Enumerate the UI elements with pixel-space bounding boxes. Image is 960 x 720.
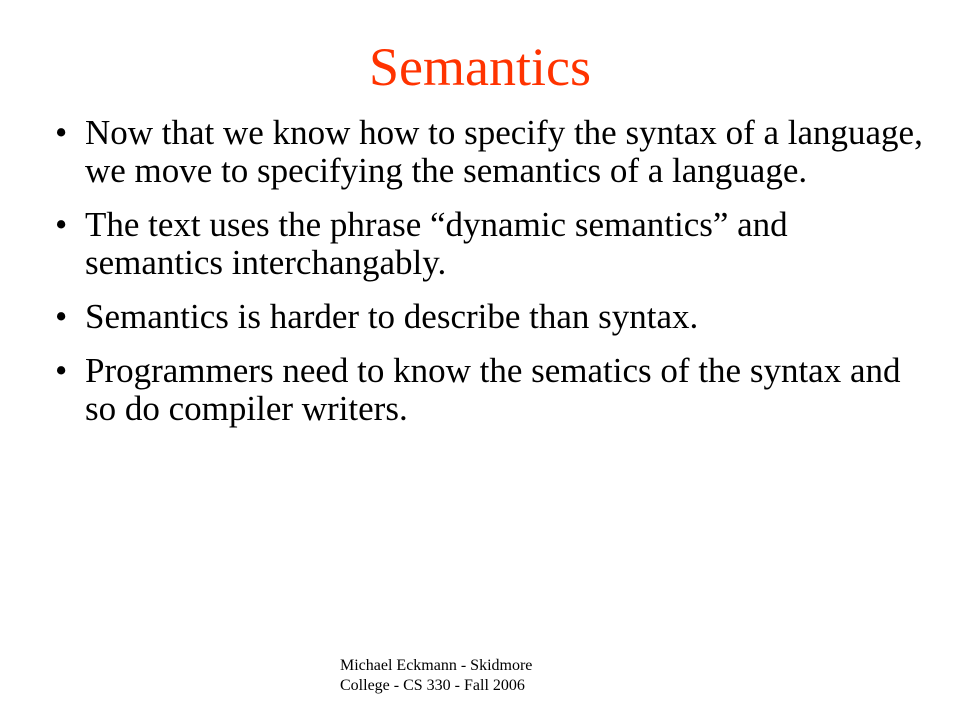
bullet-text: Programmers need to know the sematics of the syntax and so do compiler writers. bbox=[85, 351, 901, 428]
bullet-text: Semantics is harder to describe than syntax. bbox=[85, 297, 699, 336]
bullet-list bbox=[55, 114, 925, 444]
bullet-dot-icon: • bbox=[55, 297, 68, 336]
bullet-text: Now that we know how to specify the syntax of a language, we move to specifying the semantics of a language. bbox=[85, 113, 923, 190]
slide-footer: Michael Eckmann - Skidmore College - CS 330 - Fall 2006 bbox=[340, 657, 533, 694]
bullet-item bbox=[55, 352, 925, 428]
bullet-text: The text uses the phrase “dynamic semantics” and semantics interchangably. bbox=[85, 205, 788, 282]
slide-title: Semantics bbox=[369, 37, 591, 97]
bullet-dot-icon: • bbox=[55, 113, 68, 152]
bullet-item bbox=[55, 298, 925, 336]
bullet-dot-icon: • bbox=[55, 351, 68, 390]
bullet-dot-icon: • bbox=[55, 205, 68, 244]
bullet-item bbox=[55, 206, 925, 282]
bullet-item bbox=[55, 114, 925, 190]
